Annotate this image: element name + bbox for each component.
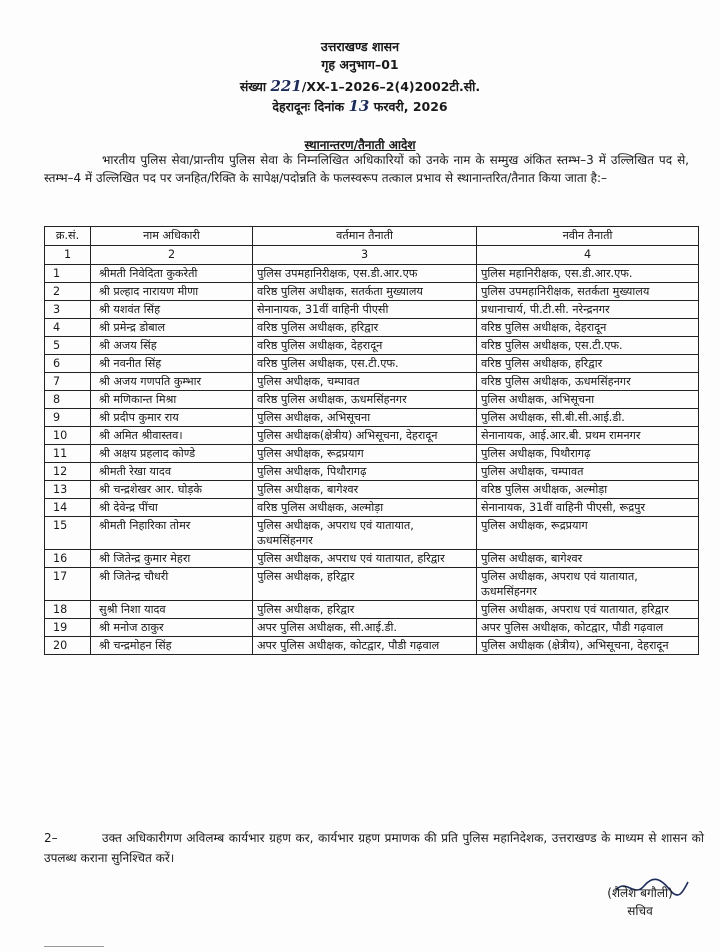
officer-name-cell: श्री प्रमेन्द्र डोबाल	[91, 319, 253, 337]
current-posting-cell: पुलिस अधीक्षक, चम्पावत	[253, 373, 477, 391]
new-posting-cell: पुलिस अधीक्षक, बागेश्वर	[477, 550, 699, 568]
current-posting-cell: पुलिस उपमहानिरीक्षक, एस.डी.आर.एफ	[253, 265, 477, 283]
officer-name-cell: श्री प्रदीप कुमार राय	[91, 409, 253, 427]
serial-number-cell: 4	[45, 319, 91, 337]
reference-suffix: /XX-1–2026–2(4)2002टी.सी.	[301, 79, 481, 94]
signature-block	[585, 884, 695, 920]
issue-date	[0, 98, 720, 115]
officer-name-cell: श्री मणिकान्त मिश्रा	[91, 391, 253, 409]
table-row	[45, 517, 699, 550]
date-suffix: फरवरी, 2026	[373, 99, 448, 114]
table-row	[45, 373, 699, 391]
new-posting-cell: पुलिस अधीक्षक, अपराध एवं यातायात, हरिद्वार	[477, 601, 699, 619]
officer-name-cell: श्री चन्द्रमोहन सिंह	[91, 637, 253, 655]
footer-divider	[44, 946, 104, 947]
serial-number-cell: 14	[45, 499, 91, 517]
table-row	[45, 499, 699, 517]
table-row	[45, 265, 699, 283]
new-posting-cell: पुलिस अधीक्षक, चम्पावत	[477, 463, 699, 481]
table-header-row	[45, 227, 699, 246]
officer-name-cell: श्री अक्षय प्रहलाद कोण्डे	[91, 445, 253, 463]
table-row	[45, 409, 699, 427]
serial-number-cell: 11	[45, 445, 91, 463]
new-posting-cell: वरिष्ठ पुलिस अधीक्षक, हरिद्वार	[477, 355, 699, 373]
officer-name-cell: श्रीमती निहारिका तोमर	[91, 517, 253, 550]
table-row	[45, 601, 699, 619]
current-posting-cell: पुलिस अधीक्षक, हरिद्वार	[253, 601, 477, 619]
gov-heading: उत्तराखण्ड शासन	[320, 39, 400, 54]
table-row	[45, 637, 699, 655]
serial-number-cell: 19	[45, 619, 91, 637]
table-body	[45, 265, 699, 655]
current-posting-cell: पुलिस अधीक्षक, अपराध एवं यातायात, ऊधमसिंहनगर	[253, 517, 477, 550]
table-row	[45, 355, 699, 373]
date-prefix: देहरादूनः दिनांक	[272, 99, 345, 114]
table-row	[45, 568, 699, 601]
table-row	[45, 550, 699, 568]
current-posting-cell: वरिष्ठ पुलिस अधीक्षक, सतर्कता मुख्यालय	[253, 283, 477, 301]
current-posting-cell: वरिष्ठ पुलिस अधीक्षक, हरिद्वार	[253, 319, 477, 337]
serial-number-cell: 10	[45, 427, 91, 445]
serial-number-cell: 3	[45, 301, 91, 319]
officer-name-cell: श्री देवेन्द्र पींचा	[91, 499, 253, 517]
table-row	[45, 283, 699, 301]
current-posting-cell: सेनानायक, 31वीं वाहिनी पीएसी	[253, 301, 477, 319]
officer-name-cell: श्री नवनीत सिंह	[91, 355, 253, 373]
table-column-number-row	[45, 246, 699, 265]
officer-name-cell: श्री जितेन्द्र कुमार मेहरा	[91, 550, 253, 568]
serial-number-cell: 16	[45, 550, 91, 568]
officer-name-cell: श्री अजय गणपति कुम्भार	[91, 373, 253, 391]
new-posting-cell: सेनानायक, 31वीं वाहिनी पीएसी, रूद्रपुर	[477, 499, 699, 517]
instruction-paragraph	[44, 828, 704, 868]
table-row	[45, 319, 699, 337]
serial-number-cell: 7	[45, 373, 91, 391]
current-posting-cell: पुलिस अधीक्षक, अभिसूचना	[253, 409, 477, 427]
current-posting-cell: पुलिस अधीक्षक(क्षेत्रीय) अभिसूचना, देहरादून	[253, 427, 477, 445]
serial-number-cell: 12	[45, 463, 91, 481]
reference-number	[0, 78, 720, 95]
table-row	[45, 301, 699, 319]
current-posting-cell: वरिष्ठ पुलिस अधीक्षक, ऊधमसिंहनगर	[253, 391, 477, 409]
new-posting-cell: वरिष्ठ पुलिस अधीक्षक, देहरादून	[477, 319, 699, 337]
serial-number-cell: 5	[45, 337, 91, 355]
signatory-designation: सचिव	[627, 904, 653, 918]
officer-name-cell: श्री अमित श्रीवास्तव।	[91, 427, 253, 445]
table-row	[45, 481, 699, 499]
current-posting-cell: अपर पुलिस अधीक्षक, सी.आई.डी.	[253, 619, 477, 637]
header-serial: क्र.सं.	[45, 227, 91, 246]
officer-name-cell: श्री यशवंत सिंह	[91, 301, 253, 319]
current-posting-cell: पुलिस अधीक्षक, हरिद्वार	[253, 568, 477, 601]
new-posting-cell: पुलिस अधीक्षक (क्षेत्रीय), अभिसूचना, देहरादून	[477, 637, 699, 655]
new-posting-cell: पुलिस अधीक्षक, पिथौरागढ़	[477, 445, 699, 463]
column-number: 1	[45, 246, 91, 265]
transfer-table	[44, 226, 699, 655]
officer-name-cell: श्रीमती निवेदिता कुकरेती	[91, 265, 253, 283]
officer-name-cell: श्री चन्द्रशेखर आर. घोड़के	[91, 481, 253, 499]
order-title: स्थानान्तरण/तैनाती आदेश	[304, 138, 416, 152]
current-posting-cell: पुलिस अधीक्षक, अपराध एवं यातायात, हरिद्वार	[253, 550, 477, 568]
officer-name-cell: श्री अजय सिंह	[91, 337, 253, 355]
table-row	[45, 445, 699, 463]
table-row	[45, 427, 699, 445]
officer-name-cell: श्रीमती रेखा यादव	[91, 463, 253, 481]
current-posting-cell: वरिष्ठ पुलिस अधीक्षक, अल्मोड़ा	[253, 499, 477, 517]
serial-number-cell: 8	[45, 391, 91, 409]
officer-name-cell: श्री मनोज ठाकुर	[91, 619, 253, 637]
officer-name-cell: श्री जितेन्द्र चौधरी	[91, 568, 253, 601]
new-posting-cell: प्रधानाचार्य, पी.टी.सी. नरेन्द्रनगर	[477, 301, 699, 319]
intro-paragraph: भारतीय पुलिस सेवा/प्रान्तीय पुलिस सेवा के निम्नलिखित अधिकारियों को उनके नाम के सम्मुख अंकित स्तम्भ–3 में उल्लिखित पद से, स्तम्भ–4 में उल्लिखित पद पर जनहित/रिक्ति के सापेक्ष/पदोन्नति के फलस्वरूप तत्काल प्रभाव से स्थानान्तरित/तैनात किया जाता है:–	[44, 153, 689, 185]
current-posting-cell: पुलिस अधीक्षक, पिथौरागढ़	[253, 463, 477, 481]
new-posting-cell: पुलिस अधीक्षक, अभिसूचना	[477, 391, 699, 409]
new-posting-cell: पुलिस महानिरीक्षक, एस.डी.आर.एफ.	[477, 265, 699, 283]
serial-number-cell: 17	[45, 568, 91, 601]
new-posting-cell: पुलिस उपमहानिरीक्षक, सतर्कता मुख्यालय	[477, 283, 699, 301]
date-handwritten: 13	[348, 97, 370, 115]
serial-number-cell: 1	[45, 265, 91, 283]
paragraph-number: 2–	[44, 831, 58, 845]
paragraph-text: उक्त अधिकारीगण अविलम्ब कार्यभार ग्रहण कर, कार्यभार ग्रहण प्रमाणक की प्रति पुलिस महानिदेशक, उत्तराखण्ड के माध्यम से शासन को उपलब्ध कराना सुनिश्चित करें।	[44, 831, 704, 865]
new-posting-cell: पुलिस अधीक्षक, सी.बी.सी.आई.डी.	[477, 409, 699, 427]
column-number: 3	[253, 246, 477, 265]
serial-number-cell: 6	[45, 355, 91, 373]
column-number: 2	[91, 246, 253, 265]
serial-number-cell: 9	[45, 409, 91, 427]
new-posting-cell: वरिष्ठ पुलिस अधीक्षक, अल्मोड़ा	[477, 481, 699, 499]
signatory-name: (शैलेश बगौली)	[607, 886, 673, 900]
current-posting-cell: पुलिस अधीक्षक, बागेश्वर	[253, 481, 477, 499]
reference-handwritten: 221	[270, 77, 302, 95]
new-posting-cell: पुलिस अधीक्षक, रूद्रप्रयाग	[477, 517, 699, 550]
serial-number-cell: 15	[45, 517, 91, 550]
new-posting-cell: वरिष्ठ पुलिस अधीक्षक, एस.टी.एफ.	[477, 337, 699, 355]
new-posting-cell: पुलिस अधीक्षक, अपराध एवं यातायात, ऊधमसिंहनगर	[477, 568, 699, 601]
serial-number-cell: 20	[45, 637, 91, 655]
officer-name-cell: श्री प्रल्हाद नारायण मीणा	[91, 283, 253, 301]
current-posting-cell: वरिष्ठ पुलिस अधीक्षक, देहरादून	[253, 337, 477, 355]
new-posting-cell: अपर पुलिस अधीक्षक, कोटद्वार, पौडी गढ़वाल	[477, 619, 699, 637]
header-current-posting: वर्तमान तैनाती	[253, 227, 477, 246]
reference-prefix: संख्या	[239, 79, 267, 94]
serial-number-cell: 18	[45, 601, 91, 619]
header-new-posting: नवीन तैनाती	[477, 227, 699, 246]
new-posting-cell: सेनानायक, आई.आर.बी. प्रथम रामनगर	[477, 427, 699, 445]
new-posting-cell: वरिष्ठ पुलिस अधीक्षक, ऊधमसिंहनगर	[477, 373, 699, 391]
table-row	[45, 337, 699, 355]
table-row	[45, 391, 699, 409]
serial-number-cell: 2	[45, 283, 91, 301]
serial-number-cell: 13	[45, 481, 91, 499]
current-posting-cell: पुलिस अधीक्षक, रूद्रप्रयाग	[253, 445, 477, 463]
current-posting-cell: वरिष्ठ पुलिस अधीक्षक, एस.टी.एफ.	[253, 355, 477, 373]
department-heading: गृह अनुभाग–01	[321, 57, 399, 72]
table-row	[45, 463, 699, 481]
table-row	[45, 619, 699, 637]
officer-name-cell: सुश्री निशा यादव	[91, 601, 253, 619]
current-posting-cell: अपर पुलिस अधीक्षक, कोटद्वार, पौडी गढ़वाल	[253, 637, 477, 655]
header-officer-name: नाम अधिकारी	[91, 227, 253, 246]
column-number: 4	[477, 246, 699, 265]
